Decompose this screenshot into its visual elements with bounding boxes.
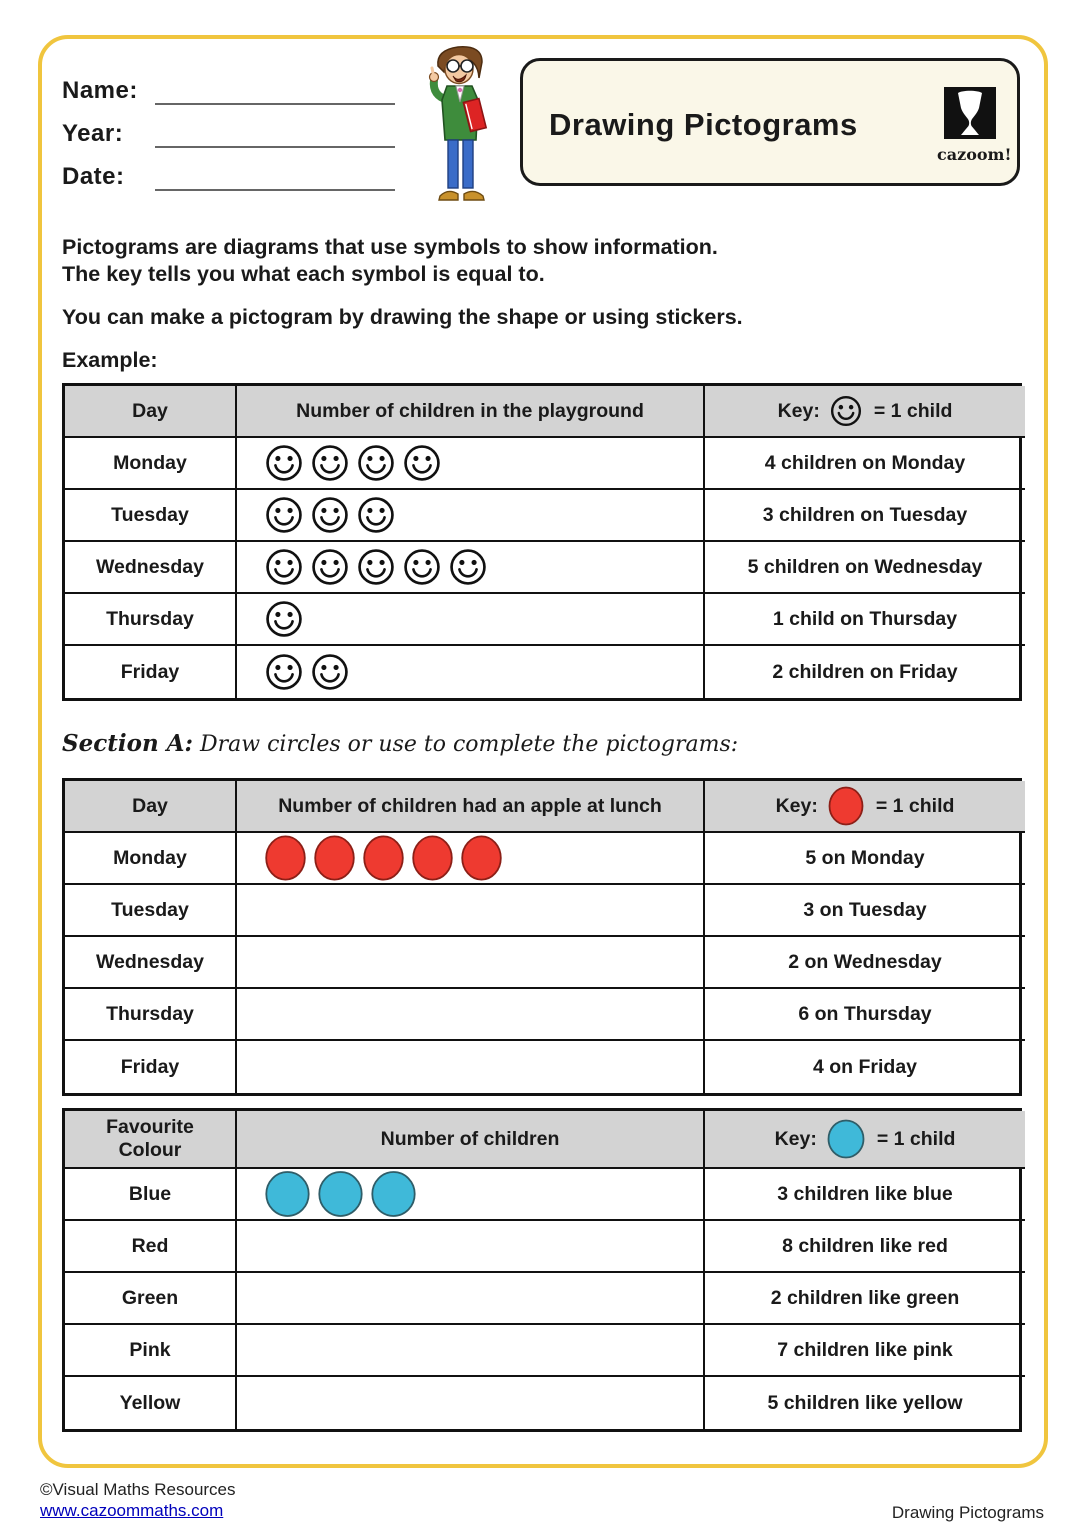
symbols-cell [237,594,705,646]
key-cell [705,781,1025,833]
row-note: 4 on Friday [812,1055,918,1078]
row-label: Monday [65,833,237,885]
column-header-day: Day [65,386,237,438]
key-equals: = 1 child [876,1127,956,1150]
row-label: Yellow [65,1377,237,1429]
smiley-face-icon [311,548,349,586]
student-info-block [62,62,395,191]
example-label: Example: [62,348,158,372]
date-label: Date: [62,163,125,190]
key-label: Key: [775,794,818,817]
year-line [155,112,395,148]
key-red-circle-icon [828,786,864,826]
smiley-face-icon [311,444,349,482]
row-label: Thursday [65,989,237,1041]
row-note: 5 children on Wednesday [705,542,1025,594]
key-cell [705,1111,1025,1169]
row-label: Wednesday [65,937,237,989]
column-header-colour: Favourite Colour [65,1111,237,1169]
row-label: Wednesday [65,542,237,594]
symbols-cell [237,438,705,490]
row-label: Monday [65,438,237,490]
blue-circle-icon [318,1171,363,1217]
row-label: Pink [65,1325,237,1377]
red-circle-icon [314,835,355,881]
name-label: Name: [62,77,138,104]
key-label: Key: [777,399,820,422]
footer-website-link[interactable]: www.cazoommaths.com [40,1501,224,1520]
column-header-day: Day [65,781,237,833]
symbols-cell-empty [237,1325,705,1377]
row-note: 3 on Tuesday [705,885,1025,937]
intro-text [62,234,743,374]
column-header-symbols: Number of children had an apple at lunch [237,781,705,833]
page-title: Drawing Pictograms [549,107,858,142]
symbols-cell [237,646,705,698]
smiley-face-icon [265,653,303,691]
key-cell [705,386,1025,438]
section-a-label: Section A: [62,730,194,757]
blue-circle-icon [265,1171,310,1217]
symbols-cell [237,542,705,594]
row-label: Tuesday [65,885,237,937]
key-equals: = 1 child [875,794,955,817]
row-note: 5 children like yellow [767,1391,963,1414]
section-a-instruction: Draw circles or use to complete the pictograms: [200,732,739,757]
key-equals: = 1 child [873,399,953,422]
date-field-row [62,148,395,191]
name-field-row [62,62,395,105]
row-note: 4 children on Monday [705,438,1025,490]
symbols-cell-empty [237,885,705,937]
cazoom-logo-text: cazoom! [937,145,1012,164]
smiley-face-icon [265,600,303,638]
symbols-cell [237,490,705,542]
row-label: Tuesday [65,490,237,542]
intro-line-1: Pictograms are diagrams that use symbols to show information. [62,235,718,259]
row-note: 2 on Wednesday [705,937,1025,989]
row-label: Blue [65,1169,237,1221]
smiley-face-icon [311,496,349,534]
name-line [155,69,395,105]
year-label: Year: [62,120,124,147]
key-label: Key: [774,1127,817,1150]
row-note: 8 children like red [705,1221,1025,1273]
symbols-cell-empty [237,989,705,1041]
row-note: 3 children on Tuesday [705,490,1025,542]
cazoom-logo [937,87,1012,164]
red-circle-icon [265,835,306,881]
row-label: Thursday [65,594,237,646]
intro-line-3: You can make a pictogram by drawing the shape or using stickers. [62,305,743,329]
smiley-face-icon [357,496,395,534]
column-header-symbols: Number of children [237,1111,705,1169]
apple-pictogram-table [62,778,1022,1096]
row-note: 5 on Monday [705,833,1025,885]
year-field-row [62,105,395,148]
section-a-heading [62,730,738,757]
footer-copyright: ©Visual Maths Resources [40,1480,236,1499]
footer-doc-title: Drawing Pictograms [891,1503,1044,1522]
key-smiley-icon [830,395,862,427]
blue-circle-icon [371,1171,416,1217]
symbols-cell-empty [237,1377,705,1429]
example-pictogram-table [62,383,1022,701]
column-header-symbols: Number of children in the playground [237,386,705,438]
row-label: Green [65,1273,237,1325]
key-blue-circle-icon [827,1119,865,1159]
smiley-face-icon [357,444,395,482]
smiley-face-icon [265,444,303,482]
red-circle-icon [412,835,453,881]
date-line [155,155,395,191]
row-note: 2 children like green [705,1273,1025,1325]
row-label: Red [65,1221,237,1273]
smiley-face-icon [311,653,349,691]
smiley-face-icon [265,496,303,534]
symbols-cell-empty [237,1221,705,1273]
title-box [520,58,1020,186]
row-note: 2 children on Friday [772,660,958,683]
smiley-face-icon [403,444,441,482]
red-circle-icon [461,835,502,881]
symbols-cell [237,1169,705,1221]
symbols-cell-empty [237,937,705,989]
smiley-face-icon [357,548,395,586]
smiley-face-icon [403,548,441,586]
smiley-face-icon [265,548,303,586]
colour-pictogram-table [62,1108,1022,1432]
intro-line-2: The key tells you what each symbol is equal to. [62,262,545,286]
symbols-cell-empty [237,1273,705,1325]
red-circle-icon [363,835,404,881]
teacher-illustration [420,44,504,210]
smiley-face-icon [449,548,487,586]
row-note: 1 child on Thursday [705,594,1025,646]
cazoom-logo-icon [944,87,996,139]
symbols-cell-empty [237,1041,705,1093]
row-note: 7 children like pink [705,1325,1025,1377]
symbols-cell [237,833,705,885]
row-label: Friday [65,646,237,698]
row-label: Friday [65,1041,237,1093]
row-note: 6 on Thursday [705,989,1025,1041]
row-note: 3 children like blue [705,1169,1025,1221]
